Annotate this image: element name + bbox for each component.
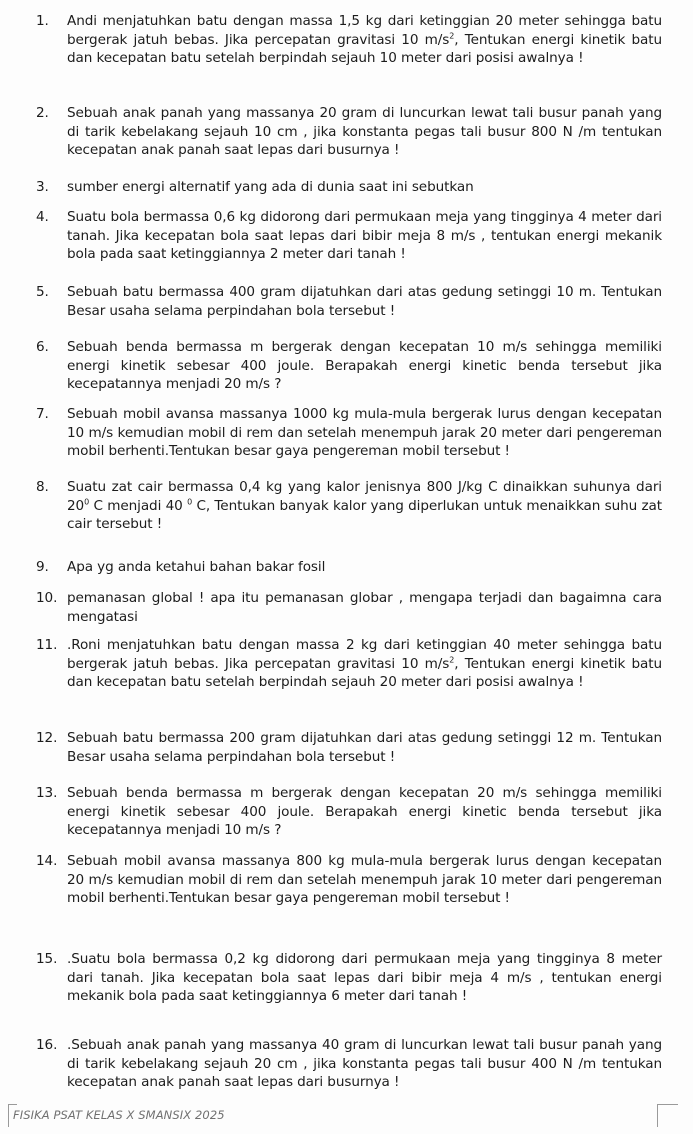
- question-number: 12.: [36, 730, 58, 746]
- question-10: [36, 589, 662, 626]
- question-text: Suatu bola bermassa 0,6 kg didorong dari permukaan meja yang tingginya 4 meter dari tanah. Jika kecepatan bola saat lepas dari bibir meja 8 m/s , tentukan energi mekanik bola pada saat ketinggiannya 2 meter dari tanah !: [67, 209, 662, 262]
- question-6: [36, 338, 662, 394]
- question-15: [36, 950, 662, 1006]
- question-text: Sebuah anak panah yang massanya 20 gram di luncurkan lewat tali busur panah yang di tarik kebelakang sejauh 10 cm , jika konstanta pegas tali busur 800 N /m tentukan kecepatan anak panah saat lepas dari busurnya !: [67, 105, 662, 158]
- question-text: .Sebuah anak panah yang massanya 40 gram di luncurkan lewat tali busur panah yang di tarik kebelakang sejauh 20 cm , jika konstanta pegas tali busur 400 N /m tentukan kecepatan anak panah saat lepas dari busurnya !: [67, 1037, 662, 1090]
- question-5: [36, 283, 662, 320]
- question-9: [36, 558, 662, 577]
- question-number: 1.: [36, 13, 49, 29]
- question-text: Andi menjatuhkan batu dengan massa 1,5 kg dari ketinggian 20 meter sehingga batu bergerak jatuh bebas. Jika percepatan gravitasi 10 $m/s^2$, Tentukan energi kinetik batu dan kecepatan batu setelah berpindah sejauh 10 meter dari posisi awalnya !: [67, 13, 662, 66]
- question-text: Sebuah mobil avansa massanya 1000 kg mula-mula bergerak lurus dengan kecepatan 10 m/s kemudian mobil di rem dan setelah menempuh jarak 20 meter dari pengereman mobil berhenti.Tentukan besar gaya pengereman mobil tersebut !: [67, 406, 662, 459]
- question-number: 2.: [36, 105, 49, 121]
- question-16: [36, 1036, 662, 1092]
- footer-caption: FISIKA PSAT KELAS X SMANSIX 2025: [13, 1108, 225, 1122]
- question-4: [36, 208, 662, 264]
- question-number: 6.: [36, 339, 49, 355]
- question-number: 14.: [36, 853, 58, 869]
- question-number: 11.: [36, 637, 58, 653]
- question-text: Sebuah batu bermassa 200 gram dijatuhkan dari atas gedung setinggi 12 m. Tentukan Besar usaha selama perpindahan bola tersebut !: [67, 730, 662, 765]
- question-number: 8.: [36, 479, 49, 495]
- question-14: [36, 852, 662, 908]
- question-13: [36, 784, 662, 840]
- question-text: sumber energi alternatif yang ada di dunia saat ini sebutkan: [67, 179, 474, 195]
- question-text: Apa yg anda ketahui bahan bakar fosil: [67, 559, 326, 575]
- question-1: [36, 12, 662, 68]
- question-2: [36, 104, 662, 160]
- question-number: 3.: [36, 179, 49, 195]
- question-11: [36, 636, 662, 692]
- question-number: 10.: [36, 590, 58, 606]
- question-12: [36, 729, 662, 766]
- question-text: .Suatu bola bermassa 0,2 kg didorong dari permukaan meja yang tingginya 8 meter dari tanah. Jika kecepatan bola saat lepas dari bibir meja 4 m/s , tentukan energi mekanik bola pada saat ketinggiannya 6 meter dari tanah !: [67, 951, 662, 1004]
- question-number: 7.: [36, 406, 49, 422]
- question-number: 16.: [36, 1037, 58, 1053]
- question-text: pemanasan global ! apa itu pemanasan globar , mengapa terjadi dan bagaimna cara mengatasi: [67, 590, 662, 625]
- question-number: 13.: [36, 785, 58, 801]
- question-text: Sebuah mobil avansa massanya 800 kg mula-mula bergerak lurus dengan kecepatan 20 m/s kemudian mobil di rem dan setelah menempuh jarak 10 meter dari pengereman mobil berhenti.Tentukan besar gaya pengereman mobil tersebut !: [67, 853, 662, 906]
- question-text: Sebuah benda bermassa m bergerak dengan kecepatan 20 m/s sehingga memiliki energi kinetik sebesar 400 joule. Berapakah energi kinetic benda tersebut jika kecepatannya menjadi 10 m/s ?: [67, 785, 662, 838]
- footer-frame-right: [657, 1104, 678, 1127]
- question-text: .Roni menjatuhkan batu dengan massa 2 kg dari ketinggian 40 meter sehingga batu bergerak jatuh bebas. Jika percepatan gravitasi 10 $m/s^2$, Tentukan energi kinetik batu dan kecepatan batu setelah berpindah sejauh 20 meter dari posisi awalnya !: [67, 637, 662, 690]
- question-8: [36, 478, 662, 534]
- question-number: 5.: [36, 284, 49, 300]
- question-text: Sebuah benda bermassa m bergerak dengan kecepatan 10 m/s sehingga memiliki energi kinetik sebesar 400 joule. Berapakah energi kinetic benda tersebut jika kecepatannya menjadi 20 m/s ?: [67, 339, 662, 392]
- question-number: 9.: [36, 559, 49, 575]
- question-text: Suatu zat cair bermassa 0,4 kg yang kalor jenisnya 800 J/kg C dinaikkan suhunya dari $20^0$ C menjadi 40 $^0$ C, Tentukan banyak kalor yang diperlukan untuk menaikkan suhu zat cair tersebut !: [67, 479, 662, 532]
- question-3: [36, 178, 662, 197]
- question-number: 15.: [36, 951, 58, 967]
- question-7: [36, 405, 662, 461]
- question-text: Sebuah batu bermassa 400 gram dijatuhkan dari atas gedung setinggi 10 m. Tentukan Besar usaha selama perpindahan bola tersebut !: [67, 284, 662, 319]
- question-number: 4.: [36, 209, 49, 225]
